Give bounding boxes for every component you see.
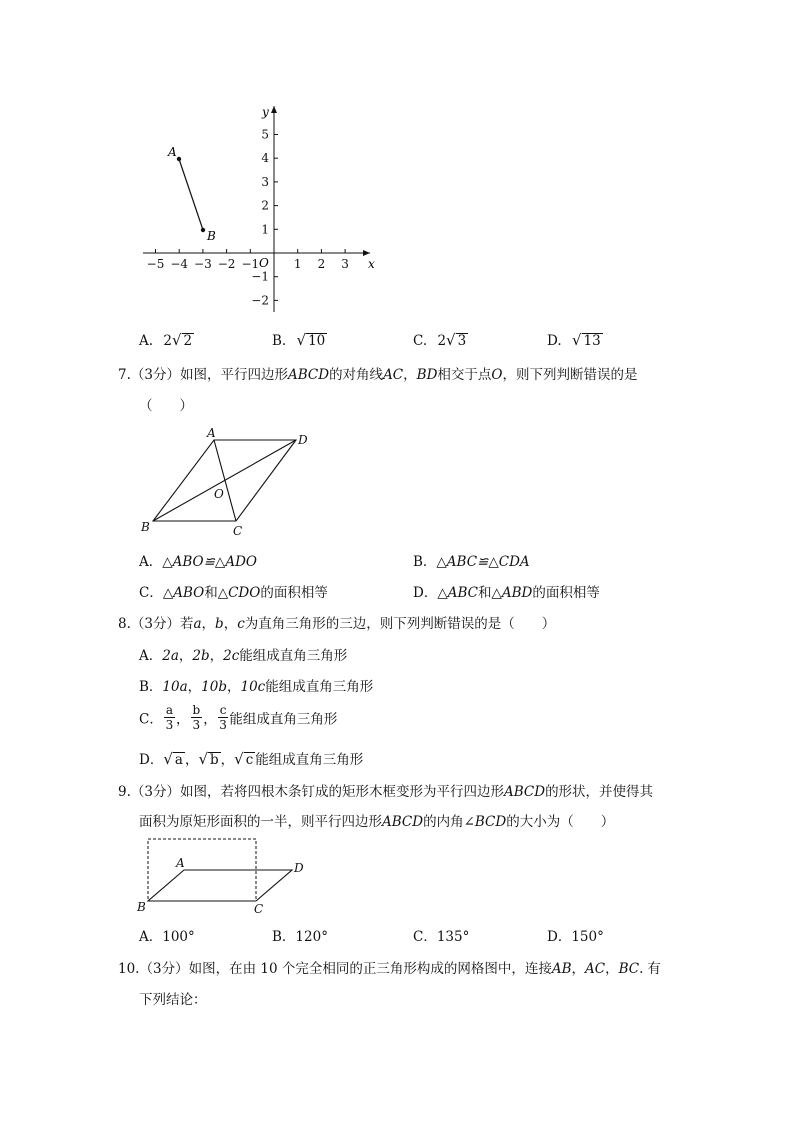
option-term: 10a xyxy=(162,679,188,695)
question-number: 10. xyxy=(118,961,140,977)
option-term: 10c xyxy=(240,679,266,695)
fraction-numerator: b xyxy=(192,703,201,717)
option-text: △ABC xyxy=(437,585,478,601)
fraction-denominator: 3 xyxy=(192,718,201,732)
stem-var: c xyxy=(237,616,245,632)
stem-var: ABCD xyxy=(503,784,546,800)
stem-text: 若 xyxy=(179,616,194,632)
option-text: 的面积相等 xyxy=(260,585,328,601)
question-score: （3分） xyxy=(139,961,189,977)
x-tick-label: −5 xyxy=(146,257,165,271)
option-label: D． xyxy=(139,752,164,768)
x-tick-label: 2 xyxy=(317,257,326,271)
q7-stem xyxy=(118,363,637,383)
point-a-label: A xyxy=(168,145,177,159)
stem-text: 如图，在由 10 个完全相同的正三角形构成的网格图中，连接 xyxy=(188,961,552,977)
stem-var: AC xyxy=(383,367,404,383)
option-label: C． xyxy=(413,929,437,945)
q8-stem xyxy=(118,612,555,632)
q7-parallelogram-figure xyxy=(135,420,320,540)
fraction-numerator: c xyxy=(219,703,227,717)
x-tick-label: 1 xyxy=(293,257,302,271)
question-score: （3分） xyxy=(130,616,180,632)
y-tick-label: −1 xyxy=(251,269,269,284)
option-sep: ， xyxy=(209,648,224,664)
fraction-a-over-3 xyxy=(164,704,175,731)
q6-option-d[interactable]: D. √ 13 xyxy=(547,331,601,349)
y-axis-label: y xyxy=(262,105,269,119)
stem-text: ， xyxy=(403,367,417,383)
origin-label: O xyxy=(259,256,269,270)
option-radicand: 3 xyxy=(457,333,467,349)
x-tick-label: 3 xyxy=(341,257,349,271)
stem-var: ABCD xyxy=(287,367,330,383)
x-tick-label: −3 xyxy=(194,257,212,271)
vertex-d-label: D xyxy=(298,433,308,447)
option-label: C． xyxy=(139,585,163,601)
question-number: 7. xyxy=(118,367,131,383)
point-b-label: B xyxy=(207,229,216,243)
option-text: 和 xyxy=(477,585,492,601)
y-tick-label: 1 xyxy=(261,222,269,237)
option-text: 和 xyxy=(204,585,218,601)
q6-option-b[interactable]: B. √ 10 xyxy=(272,331,326,349)
q9-stem-line1 xyxy=(118,780,653,800)
fraction-c-over-3 xyxy=(218,704,229,731)
question-number: 8. xyxy=(118,616,131,632)
y-tick-label: −2 xyxy=(251,293,269,308)
q9-option-b[interactable] xyxy=(272,925,328,945)
stem-text: . xyxy=(639,961,644,977)
option-label: B． xyxy=(272,929,296,945)
q9-stem-line2 xyxy=(139,810,614,830)
stem-text: 有 xyxy=(647,961,661,977)
option-text: △CDO xyxy=(217,585,261,601)
option-sep: ， xyxy=(203,711,217,728)
option-radicand: b xyxy=(210,752,219,768)
option-text: △ABO xyxy=(162,585,205,601)
stem-text: ， xyxy=(223,616,238,632)
point-b xyxy=(201,228,205,232)
q7-option-b[interactable] xyxy=(413,550,530,570)
stem-text: ， xyxy=(201,616,216,632)
stem-var: AB xyxy=(551,961,572,977)
parallelogram-abcd xyxy=(148,870,292,901)
y-tick-label: 3 xyxy=(261,174,269,189)
option-sep: ， xyxy=(187,679,202,695)
fraction-b-over-3 xyxy=(191,704,203,731)
option-sep: ， xyxy=(176,711,190,728)
option-sep: ， xyxy=(178,648,193,664)
option-sep: ， xyxy=(184,752,199,768)
stem-text: ， xyxy=(571,961,586,977)
q9-frame-figure xyxy=(133,832,313,917)
vertex-c-label: C xyxy=(254,902,264,916)
stem-text: 的形状，并使得其 xyxy=(545,784,654,800)
stem-text: 的对角线 xyxy=(329,367,384,383)
option-text: 能组成直角三角形 xyxy=(229,711,338,728)
point-a xyxy=(177,157,181,161)
option-text: 能组成直角三角形 xyxy=(265,679,374,695)
option-label: B． xyxy=(139,679,163,695)
stem-var: BD xyxy=(416,367,438,383)
vertex-c-label: C xyxy=(233,524,243,538)
option-value: 100° xyxy=(162,929,195,945)
q8-option-c[interactable] xyxy=(139,704,337,731)
option-label: C． xyxy=(139,711,163,728)
stem-text: 的内角∠ xyxy=(423,814,475,830)
option-sep: ， xyxy=(226,679,241,695)
option-text: △ABO≌△ADO xyxy=(162,554,257,570)
option-radicand: 10 xyxy=(308,333,326,349)
x-tick-label: −4 xyxy=(170,257,189,271)
option-label: B． xyxy=(413,554,437,570)
stem-text: 相交于点 xyxy=(437,367,492,383)
y-tick-label: 5 xyxy=(261,127,269,142)
option-label: A． xyxy=(139,554,163,570)
fraction-denominator: 3 xyxy=(219,718,227,732)
option-text: △ABC≌△CDA xyxy=(436,554,530,570)
vertex-b-label: B xyxy=(141,520,150,534)
stem-var: O xyxy=(491,367,503,383)
q8-option-d[interactable]: D．√ a ，√ b ，√ c 能组成直角三角形 xyxy=(139,750,364,768)
q6-option-c[interactable]: C. 2√ 3 xyxy=(413,331,467,349)
option-term: 2c xyxy=(223,648,240,664)
option-text: 能组成直角三角形 xyxy=(255,752,364,768)
fraction-denominator: 3 xyxy=(165,718,174,732)
option-value: 135° xyxy=(436,929,470,945)
x-axis-label: x xyxy=(368,257,375,271)
center-o-label: O xyxy=(214,487,224,501)
option-text: 的面积相等 xyxy=(532,585,600,601)
q8-option-b[interactable] xyxy=(139,675,373,695)
option-term: 2b xyxy=(192,648,210,664)
q7-option-a[interactable] xyxy=(139,550,257,570)
option-coef: 2 xyxy=(163,333,172,349)
stem-var: AC xyxy=(585,961,606,977)
vertex-a-label: A xyxy=(176,856,185,870)
option-label: B. xyxy=(272,333,287,349)
option-label: A. xyxy=(139,333,154,349)
q9-option-a[interactable] xyxy=(139,925,195,945)
vertex-d-label: D xyxy=(294,861,304,875)
option-label: C. xyxy=(413,333,428,349)
option-radicand: 2 xyxy=(183,333,193,349)
x-tick-label: −1 xyxy=(241,257,260,271)
stem-text: 面积为原矩形面积的一半，则平行四边形 xyxy=(139,814,382,830)
stem-text: ，则下列判断错误的是 xyxy=(502,367,638,383)
q7-option-d[interactable] xyxy=(413,581,600,601)
option-label: D． xyxy=(413,585,438,601)
option-label: A． xyxy=(139,648,163,664)
option-radicand: a xyxy=(174,752,183,768)
stem-text: 的大小为（ ） xyxy=(506,814,615,830)
fraction-numerator: a xyxy=(165,703,173,717)
question-score: （3分） xyxy=(130,367,180,383)
y-tick-label: 2 xyxy=(261,198,269,213)
option-value: 120° xyxy=(295,929,328,945)
y-tick-label: 4 xyxy=(261,151,269,166)
option-label: A． xyxy=(139,929,163,945)
q9-option-c[interactable] xyxy=(413,925,469,945)
q6-option-a[interactable]: A. 2√ 2 xyxy=(139,331,193,349)
q6-coordinate-figure xyxy=(140,100,380,315)
option-coef: 2 xyxy=(437,333,447,349)
stem-text: 如图，若将四根木条钉成的矩形木框变形为平行四边形 xyxy=(179,784,504,800)
question-number: 9. xyxy=(118,784,131,800)
stem-var: b xyxy=(215,616,224,632)
x-tick-label: −2 xyxy=(217,257,236,271)
stem-var: ABCD xyxy=(382,814,424,830)
option-term: 2a xyxy=(162,648,179,664)
option-text: 能组成直角三角形 xyxy=(239,648,348,664)
q8-option-a[interactable] xyxy=(139,644,347,664)
option-text: △ABD xyxy=(491,585,533,601)
stem-var: BCD xyxy=(474,814,507,830)
vertex-a-label: A xyxy=(207,426,216,440)
q10-stem-line1 xyxy=(118,957,661,977)
vertex-b-label: B xyxy=(137,900,146,914)
stem-var: a xyxy=(193,616,202,632)
option-radicand: c xyxy=(245,752,254,768)
stem-text: 如图，平行四边形 xyxy=(179,367,288,383)
stem-var: BC xyxy=(618,961,640,977)
option-sep: ， xyxy=(220,752,235,768)
option-value: 150° xyxy=(571,929,604,945)
option-label: D． xyxy=(547,929,572,945)
stem-text: ， xyxy=(605,961,619,977)
option-term: 10b xyxy=(201,679,227,695)
q7-option-c[interactable] xyxy=(139,581,328,601)
segment-ab xyxy=(179,159,203,230)
stem-text: 为直角三角形的三边，则下列判断错误的是（ ） xyxy=(244,616,556,632)
q9-option-d[interactable] xyxy=(547,925,604,945)
diagonal-bd xyxy=(153,440,296,521)
option-radicand: 13 xyxy=(583,333,601,349)
q10-stem-line2: 下列结论： xyxy=(139,992,207,1008)
q7-answer-paren: （ ） xyxy=(139,398,193,414)
option-label: D. xyxy=(547,333,562,349)
question-score: （3分） xyxy=(130,784,180,800)
